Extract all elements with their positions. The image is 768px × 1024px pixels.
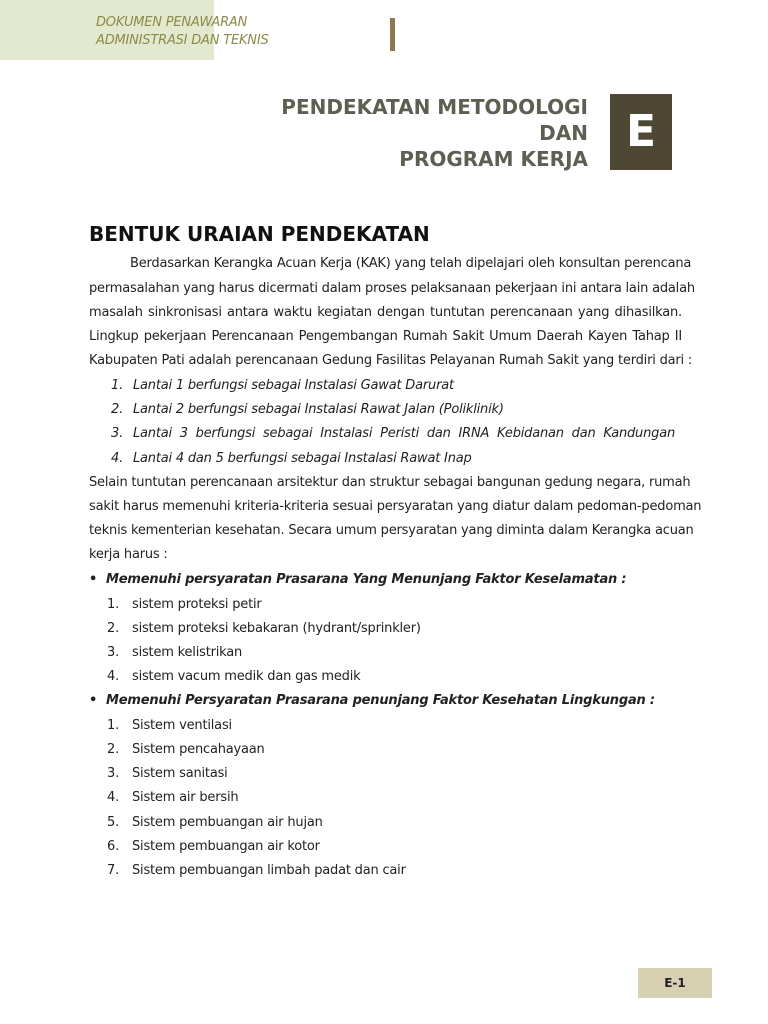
floor-item-text: Lantai 2 berfungsi sebagai Instalasi Rawat Jalan (Poliklinik)	[133, 402, 504, 417]
bullet1-title: Memenuhi persyaratan Prasarana Yang Menunjang Faktor Keselamatan :	[106, 572, 627, 587]
bullet2-title: Memenuhi Persyaratan Prasarana penunjang Faktor Kesehatan Lingkungan :	[106, 693, 655, 708]
para2-line-4: kerja harus :	[89, 547, 168, 562]
intro-line-3: masalah sinkronisasi antara waktu kegiatan dengan tuntutan perencanaan yang dihasilkan.	[89, 305, 682, 320]
para2-line-2: sakit harus memenuhi kriteria-kriteria sesuai persyaratan yang diatur dalam pedoman-pedoman	[89, 499, 702, 514]
bullet2-item-text: Sistem air bersih	[132, 790, 239, 805]
bullet2-item-number: 7.	[107, 863, 120, 878]
floor-item-text: Lantai 1 berfungsi sebagai Instalasi Gawat Darurat	[133, 378, 454, 393]
bullet2-item-number: 6.	[107, 839, 120, 854]
chapter-title-line-3: PROGRAM KERJA	[399, 147, 588, 171]
bullet1-item-number: 1.	[107, 597, 120, 612]
bullet1-item-text: sistem proteksi kebakaran (hydrant/sprinkler)	[132, 621, 421, 636]
chapter-title-line-2: DAN	[539, 121, 588, 145]
intro-line-4: Lingkup pekerjaan Perencanaan Pengembangan Rumah Sakit Umum Daerah Kayen Tahap II	[89, 329, 682, 344]
bullet1-item-text: sistem kelistrikan	[132, 645, 243, 660]
intro-line-1: Berdasarkan Kerangka Acuan Kerja (KAK) yang telah dipelajari oleh konsultan perencana	[130, 256, 692, 271]
floor-item-number: 1.	[111, 378, 124, 393]
bullet-marker: •	[89, 572, 98, 587]
floor-item-number: 4.	[111, 451, 124, 466]
bullet1-item-text: sistem vacum medik dan gas medik	[132, 669, 361, 684]
floor-item-number: 3.	[111, 426, 124, 441]
bullet2-item-text: Sistem pembuangan air kotor	[132, 839, 320, 854]
header-band	[0, 0, 214, 60]
para2-line-1: Selain tuntutan perencanaan arsitektur dan struktur sebagai bangunan gedung negara, rumah	[89, 475, 691, 490]
chapter-letter-badge: E	[610, 94, 672, 170]
floor-item-text: Lantai 3 berfungsi sebagai Instalasi Peristi dan IRNA Kebidanan dan Kandungan	[133, 426, 675, 441]
bullet1-item-number: 2.	[107, 621, 120, 636]
bullet2-item-number: 4.	[107, 790, 120, 805]
para2-line-3: teknis kementerian kesehatan. Secara umum persyaratan yang diminta dalam Kerangka acuan	[89, 523, 694, 538]
bullet1-item-text: sistem proteksi petir	[132, 597, 262, 612]
intro-line-5: Kabupaten Pati adalah perencanaan Gedung Fasilitas Pelayanan Rumah Sakit yang terdiri dari :	[89, 353, 693, 368]
bullet2-item-text: Sistem pencahayaan	[132, 742, 265, 757]
page-number-badge: E-1	[638, 968, 712, 998]
floor-item-number: 2.	[111, 402, 124, 417]
bullet1-item-number: 3.	[107, 645, 120, 660]
bullet2-item-number: 2.	[107, 742, 120, 757]
intro-line-2: permasalahan yang harus dicermati dalam proses pelaksanaan pekerjaan ini antara lain adalah	[89, 281, 695, 296]
bullet2-item-text: Sistem pembuangan limbah padat dan cair	[132, 863, 406, 878]
bullet2-item-text: Sistem ventilasi	[132, 718, 232, 733]
header-accent-bar	[390, 18, 395, 51]
bullet2-item-number: 5.	[107, 815, 120, 830]
section-heading: BENTUK URAIAN PENDEKATAN	[89, 222, 430, 246]
bullet2-item-text: Sistem pembuangan air hujan	[132, 815, 323, 830]
bullet2-item-number: 3.	[107, 766, 120, 781]
bullet-marker: •	[89, 693, 98, 708]
bullet1-item-number: 4.	[107, 669, 120, 684]
floor-item-text: Lantai 4 dan 5 berfungsi sebagai Instalasi Rawat Inap	[133, 451, 472, 466]
bullet2-item-text: Sistem sanitasi	[132, 766, 228, 781]
header-line-2: ADMINISTRASI DAN TEKNIS	[96, 33, 269, 48]
header-line-1: DOKUMEN PENAWARAN	[96, 15, 248, 30]
bullet2-item-number: 1.	[107, 718, 120, 733]
chapter-title-line-1: PENDEKATAN METODOLOGI	[281, 95, 588, 119]
